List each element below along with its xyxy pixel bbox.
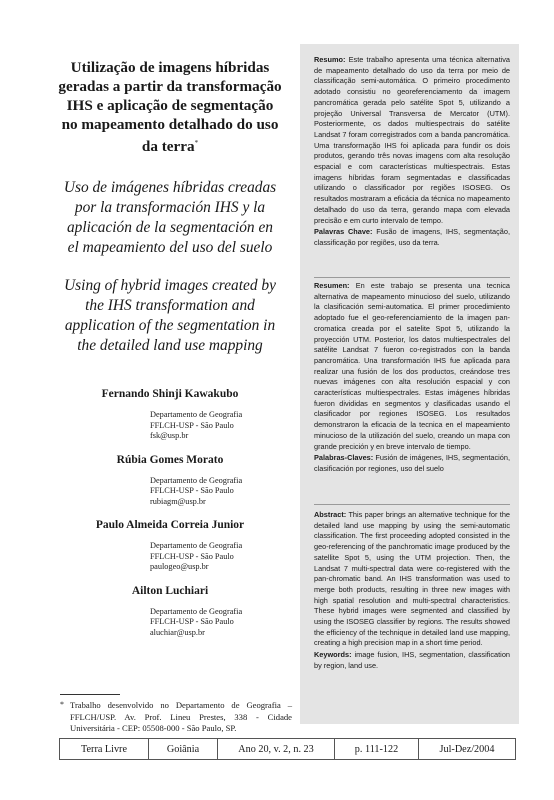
footnote-mark: * [60,700,64,709]
footer-journal: Terra Livre [60,739,149,759]
abstract-spanish [314,281,510,475]
keywords: Palabras-Claves: Fusión de imágenes, IHS, segmentación, clasificación por regiones, uso del suelo [314,453,510,473]
keywords: Keywords: image fusion, IHS, segmentation, classification by region, land use. [314,650,510,670]
abstract-separator [314,504,510,505]
author-email: paulogeo@usp.br [150,562,209,571]
footnote-rule [60,694,120,695]
abstract-text: This paper brings an alternative technique for the detailed land use mapping by using the semi-automatic classification. The first proceeding adopted consisted in the geo-referencing of the panchromatic image produced by the satellite Spot 5, using the UTM projection. Then, the Landsat 7 multi-spectral data were co-registered with the pan-chromatic band. An IHS transformation was used to merge both products, resulting in three new images with high spatial resolution and multi-spectral characteristics. These hybrid images were segmented and classified by using the ISOSEG classifier by regions. The results showed the efficiency of the technique in detailed land use mapping, creating a high precision map in a short time period. [314,510,510,648]
author-affiliation: Departamento de Geografia FFLCH-USP - São Paulo rubiagm@usp.br [150,476,290,508]
abstract-label: Resumen: [314,281,350,290]
title-portuguese: Utilização de imagens híbridas geradas a partir da transformação IHS e aplicação de segmentação no mapeamento detalhado do uso da terra* [58,59,282,156]
footer-city: Goiânia [149,739,218,759]
abstract-label: Abstract: [314,510,347,519]
footnote [60,700,292,735]
abstract-text: En este trabajo se presenta una tecnica alternativa de mapeamento minucioso del suelo, utilizando la clasificación semi-automatica. El primer procedimiento adoptado fue el geo-referenciamiento de la imagen pan-cromatica creada por el satelite Spot 5, utilizando la proyección UTM. Posterior, los datos multiespectrales del satélite Landsat 7 fueron co-registrados con la banda pancromática. Una transformación IHS fue aplicada para realizar una fusión de los dos productos, creándose tres nuevas imágenes con alta resolución espacial y con características multiespectrales. Estas imágenes híbridas fueron divididas en segmentos y clasificadas usando el clasificador por regiones ISOSEG. Los resultados demonstraron la eficacia de la tecnica en el mapeamiento minucioso de la utilización del suelo, creando un mapa con grande precición y en breve intervalo de tiempo. [314,281,510,451]
author-name: Fernando Shinji Kawakubo [101,388,239,400]
title-footnote-mark: * [194,139,199,147]
author-entry [50,454,290,508]
footer-date: Jul-Dez/2004 [439,743,495,755]
abstract-label: Resumo: [314,55,346,64]
abstract-english [314,510,510,672]
author-entry [50,519,290,573]
author-email: fsk@usp.br [150,431,189,440]
author-list [50,388,290,650]
abstract-panel [300,44,519,724]
author-email: rubiagm@usp.br [150,496,206,506]
author-affiliation: Departamento de Geografia FFLCH-USP - São Paulo paulogeo@usp.br [150,541,290,573]
footer-volume: Ano 20, v. 2, n. 23 [218,739,335,759]
author-affiliation: Departamento de Geografia FFLCH-USP - São Paulo fsk@usp.br [150,410,290,442]
title-block [50,58,290,356]
abstract-text: Este trabalho apresenta uma técnica alternativa de mapeamento detalhado do uso da terra por meio de classificação semi-automática. O primeiro procedimento adotado consistiu no georeferenciamento da imagem pancromática gerada pelo satélite Spot 5, utilizando a projeção Universal Transversa de Mercator (UTM). Posteriormente, os dados multiespectrais do satélite Landsat 7 foram corregistrados com a banda pancromática. Uma transformação IHS foi aplicada para fundir os dois produtos, gerando três novas imagens com alta resolução espacial e com características multiespectrais. Estas imagens híbridas foram segmentadas e classificadas utilizando o classificador por regiões ISOSEG. Os resultados mostraram a eficácia da técnica no mapeamento detalhado do uso da terra, gerando mapa com elevada precisão e em curto intervalo de tempo. [314,55,510,225]
author-name: Ailton Luchiari [131,584,209,597]
author-entry [50,585,290,639]
abstract-separator [314,277,510,278]
journal-footer [59,738,516,760]
title-english: Using of hybrid images created by the IHS transformation and application of the segmentation in the detailed land use mapping [64,277,276,355]
author-email: aluchiar@usp.br [150,627,205,637]
title-spanish: Uso de imágenes híbridas creadas por la transformación IHS y la aplicación de la segmentación en el mapeamiento del uso del suelo [63,179,277,257]
abstract-portuguese [314,55,510,249]
author-name: Paulo Almeida Correia Junior [95,519,245,531]
author-affiliation: Departamento de Geografia FFLCH-USP - São Paulo aluchiar@usp.br [150,607,290,639]
author-name: Rúbia Gomes Morato [116,453,224,466]
footer-pages: p. 111-122 [335,739,419,759]
keywords: Palavras Chave: Fusão de imagens, IHS, segmentação, classificação por regiões, uso da terra. [314,227,511,247]
footnote-text: Trabalho desenvolvido no Departamento de Geografia – FFLCH/USP. Av. Prof. Lineu Prestes, 338 - Cidade Universitária - CEP: 05508-000 - São Paulo, SP. [70,700,292,733]
author-entry [50,388,290,442]
